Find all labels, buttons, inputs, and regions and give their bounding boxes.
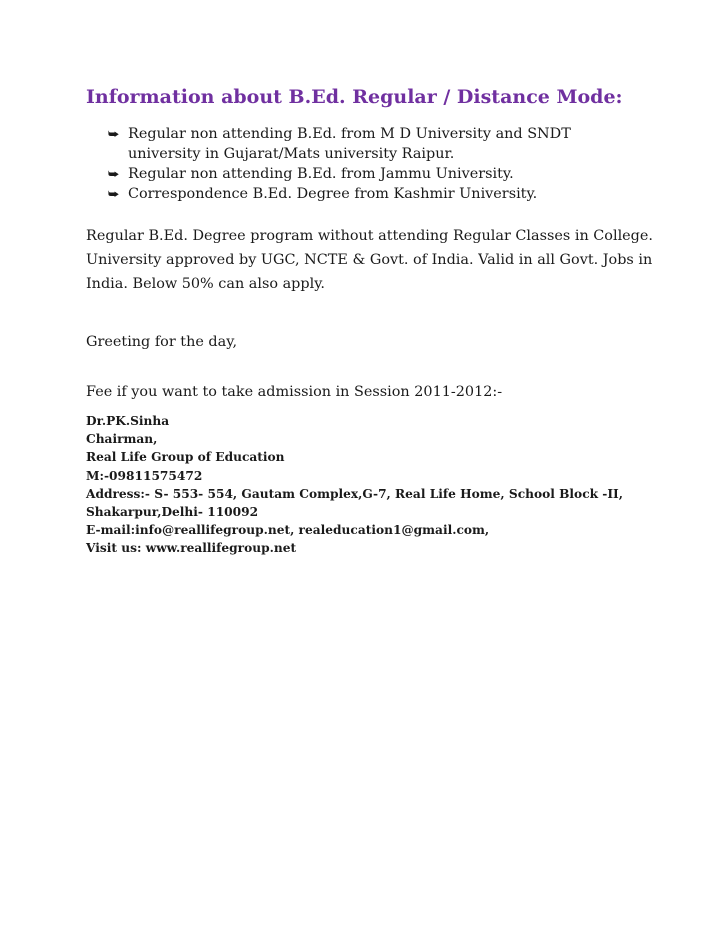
list-item [108,164,588,184]
signatory-name: Dr.PK.Sinha [86,414,170,428]
address-line-2: Shakarpur,Delhi- 110092 [86,505,259,520]
arrowhead-bullet-icon: ⮩ [108,167,120,181]
list-item-text: Regular non attending B.Ed. from M D University and SNDT university in Gujarat/Mats university Raipur. [128,126,571,162]
bullet-list [108,124,588,204]
program-description: Regular B.Ed. Degree program without attending Regular Classes in College. University approved by UGC, NCTE & Govt. of India. Valid in all Govt. Jobs in India. Below 50% can also apply. [86,228,653,292]
greeting-text: Greeting for the day, [86,334,238,350]
fee-line: Fee if you want to take admission in Session 2011-2012:- [86,384,503,400]
list-item-text: Correspondence B.Ed. Degree from Kashmir University. [128,186,538,202]
signature-block [86,412,686,558]
email-line: E-mail:info@reallifegroup.net, realeducation1@gmail.com, [86,523,490,538]
website-line: Visit us: www.reallifegroup.net [86,541,297,556]
list-item [108,124,588,164]
arrowhead-bullet-icon: ⮩ [108,127,120,141]
signatory-title: Chairman, [86,432,158,447]
organization-name: Real Life Group of Education [86,450,285,465]
mobile-number: M:-09811575472 [86,468,203,483]
list-item [108,184,588,204]
list-item-text: Regular non attending B.Ed. from Jammu University. [128,166,514,182]
address-line-1: Address:- S- 553- 554, Gautam Complex,G-7, Real Life Home, School Block -II, [86,486,624,501]
section-heading: Information about B.Ed. Regular / Distance Mode: [86,86,623,108]
arrowhead-bullet-icon: ⮩ [108,187,120,201]
